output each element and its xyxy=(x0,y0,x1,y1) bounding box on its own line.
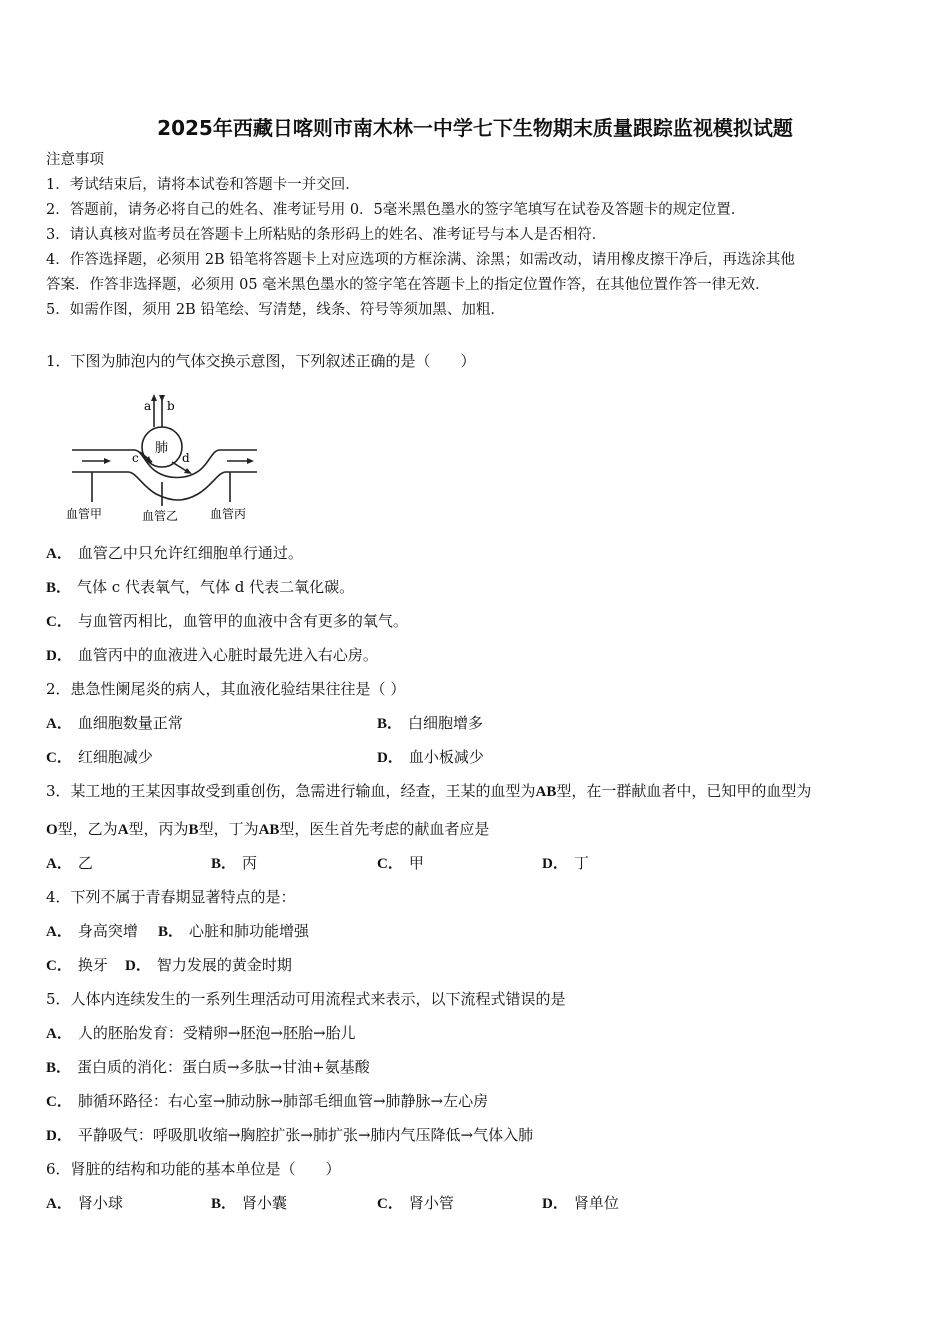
option-label: B． xyxy=(211,856,237,872)
q3-bloodtype: B xyxy=(188,822,199,838)
notice-item-4: 4．作答选择题，必须用 2B 铅笔将答题卡上对应选项的方框涂满、涂黑；如需改动，请用橡皮擦干净后，再选涂其他 xyxy=(46,252,795,268)
q6-option-d xyxy=(542,1193,619,1214)
option-label: D． xyxy=(542,856,568,872)
option-label: C． xyxy=(377,856,403,872)
option-text: 乙 xyxy=(77,854,93,872)
alveolus-gas-exchange-figure xyxy=(62,390,262,530)
notice-heading: 注意事项 xyxy=(46,152,104,168)
option-text: 血细胞数量正常 xyxy=(77,714,183,732)
option-text: 心脏和肺功能增强 xyxy=(189,922,310,940)
q1-option-a xyxy=(46,543,303,564)
option-label: C． xyxy=(46,1094,72,1110)
option-text: 与血管丙相比，血管甲的血液中含有更多的氧气。 xyxy=(77,612,408,630)
q5-option-c xyxy=(46,1091,488,1112)
option-label: D． xyxy=(125,958,151,974)
page-title: 2025年西藏日喀则市南木林一中学七下生物期末质量跟踪监视模拟试题 xyxy=(157,116,793,140)
q3-bloodtype: AB xyxy=(258,822,280,838)
option-label: A． xyxy=(46,1026,72,1042)
q2-option-b xyxy=(377,713,483,734)
option-text: 红细胞减少 xyxy=(77,748,153,766)
q3-option-c xyxy=(377,853,424,874)
option-label: B． xyxy=(377,716,403,732)
option-label: A． xyxy=(46,924,72,940)
option-label: A． xyxy=(46,546,72,562)
option-label: B． xyxy=(46,580,72,596)
label-b: b xyxy=(167,399,175,413)
option-text: 换牙 xyxy=(77,956,108,974)
option-label: A． xyxy=(46,716,72,732)
q4-option-b xyxy=(158,921,309,942)
label-a: a xyxy=(144,399,152,413)
q2-option-d xyxy=(377,747,484,768)
q6-stem: 6．肾脏的结构和功能的基本单位是（ ） xyxy=(46,1160,341,1178)
label-d: d xyxy=(182,451,190,465)
q6-option-b xyxy=(211,1193,287,1214)
option-text: 智力发展的黄金时期 xyxy=(156,956,292,974)
option-label: A． xyxy=(46,856,72,872)
q5-option-b xyxy=(46,1057,370,1078)
option-text: 白细胞增多 xyxy=(408,714,484,732)
q3-text: 型，在一群献血者中，已知甲的血型为 xyxy=(556,782,812,800)
q4-stem: 4．下列不属于青春期显著特点的是： xyxy=(46,888,296,906)
option-label: C． xyxy=(377,1196,403,1212)
q1-stem: 1．下图为肺泡内的气体交换示意图，下列叙述正确的是（ ） xyxy=(46,352,476,370)
option-text: 肺循环路径：右心室→肺动脉→肺部毛细血管→肺静脉→左心房 xyxy=(77,1092,489,1110)
label-vessel-bing: 血管丙 xyxy=(210,507,247,521)
option-text: 血管丙中的血液进入心脏时最先进入右心房。 xyxy=(77,646,378,664)
option-label: D． xyxy=(377,750,403,766)
option-text: 血小板减少 xyxy=(408,748,484,766)
q6-option-c xyxy=(377,1193,454,1214)
q3-text: 3．某工地的王某因事故受到重创伤，急需进行输血，经查，王某的血型为 xyxy=(46,782,536,800)
q1-option-d xyxy=(46,645,378,666)
q5-stem: 5．人体内连续发生的一系列生理活动可用流程式来表示，以下流程式错误的是 xyxy=(46,990,566,1008)
option-label: B． xyxy=(211,1196,237,1212)
option-text: 肾小管 xyxy=(408,1194,454,1212)
q5-option-d xyxy=(46,1125,533,1146)
q3-bloodtype: O xyxy=(46,822,58,838)
option-label: A． xyxy=(46,1196,72,1212)
option-text: 血管乙中只允许红细胞单行通过。 xyxy=(77,544,303,562)
q3-text: 型，乙为 xyxy=(57,820,118,838)
q3-option-d xyxy=(542,853,589,874)
label-vessel-jia: 血管甲 xyxy=(66,507,103,521)
q5-option-a xyxy=(46,1023,356,1044)
option-text: 丙 xyxy=(242,854,258,872)
option-label: C． xyxy=(46,750,72,766)
q3-text: 型，丙为 xyxy=(128,820,189,838)
option-label: D． xyxy=(542,1196,568,1212)
q1-option-b xyxy=(46,577,354,598)
label-c: c xyxy=(132,451,139,465)
option-text: 平静吸气：呼吸肌收缩→胸腔扩张→肺扩张→肺内气压降低→气体入肺 xyxy=(77,1126,534,1144)
q3-bloodtype: AB xyxy=(535,784,557,800)
option-text: 肾小球 xyxy=(77,1194,123,1212)
label-vessel-yi: 血管乙 xyxy=(142,509,179,523)
option-text: 人的胚胎发育：受精卵→胚泡→胚胎→胎儿 xyxy=(77,1024,356,1042)
q3-text: 型，丁为 xyxy=(198,820,259,838)
q3-stem-line1 xyxy=(46,781,811,802)
q1-option-c xyxy=(46,611,408,632)
option-label: D． xyxy=(46,648,72,664)
label-lung: 肺 xyxy=(155,441,169,456)
q2-stem: 2．患急性阑尾炎的病人，其血液化验结果往往是（ ） xyxy=(46,680,406,698)
notice-item-5: 5．如需作图，须用 2B 铅笔绘、写清楚，线条、符号等须加黑、加粗． xyxy=(46,302,505,318)
q3-stem-line2 xyxy=(46,819,489,840)
q2-option-a xyxy=(46,713,183,734)
q3-option-a xyxy=(46,853,93,874)
q6-option-a xyxy=(46,1193,123,1214)
option-text: 肾单位 xyxy=(573,1194,619,1212)
option-text: 气体 c 代表氧气，气体 d 代表二氧化碳。 xyxy=(77,578,355,596)
notice-item-2: 2．答题前，请务必将自己的姓名、准考证号用 0．5毫米黑色墨水的签字笔填写在试卷及答题卡的规定位置． xyxy=(46,202,746,218)
option-label: C． xyxy=(46,614,72,630)
option-text: 蛋白质的消化：蛋白质→多肽→甘油+氨基酸 xyxy=(77,1058,370,1076)
q4-option-c xyxy=(46,955,108,976)
q2-option-c xyxy=(46,747,153,768)
q3-text: 型，医生首先考虑的献血者应是 xyxy=(279,820,490,838)
q4-option-d xyxy=(125,955,292,976)
q4-option-a xyxy=(46,921,138,942)
option-label: C． xyxy=(46,958,72,974)
option-text: 甲 xyxy=(408,854,424,872)
option-text: 肾小囊 xyxy=(242,1194,288,1212)
option-label: D． xyxy=(46,1128,72,1144)
option-label: B． xyxy=(46,1060,72,1076)
option-text: 丁 xyxy=(573,854,589,872)
notice-item-3: 3．请认真核对监考员在答题卡上所粘贴的条形码上的姓名、准考证号与本人是否相符． xyxy=(46,227,607,243)
notice-item-4-cont: 答案．作答非选择题，必须用 05 毫米黑色墨水的签字笔在答题卡上的指定位置作答，在其他位置作答一律无效． xyxy=(46,277,770,293)
option-text: 身高突增 xyxy=(77,922,138,940)
q3-bloodtype: A xyxy=(117,822,129,838)
notice-item-1: 1．考试结束后，请将本试卷和答题卡一并交回． xyxy=(46,177,360,193)
q3-option-b xyxy=(211,853,257,874)
option-label: B． xyxy=(158,924,184,940)
